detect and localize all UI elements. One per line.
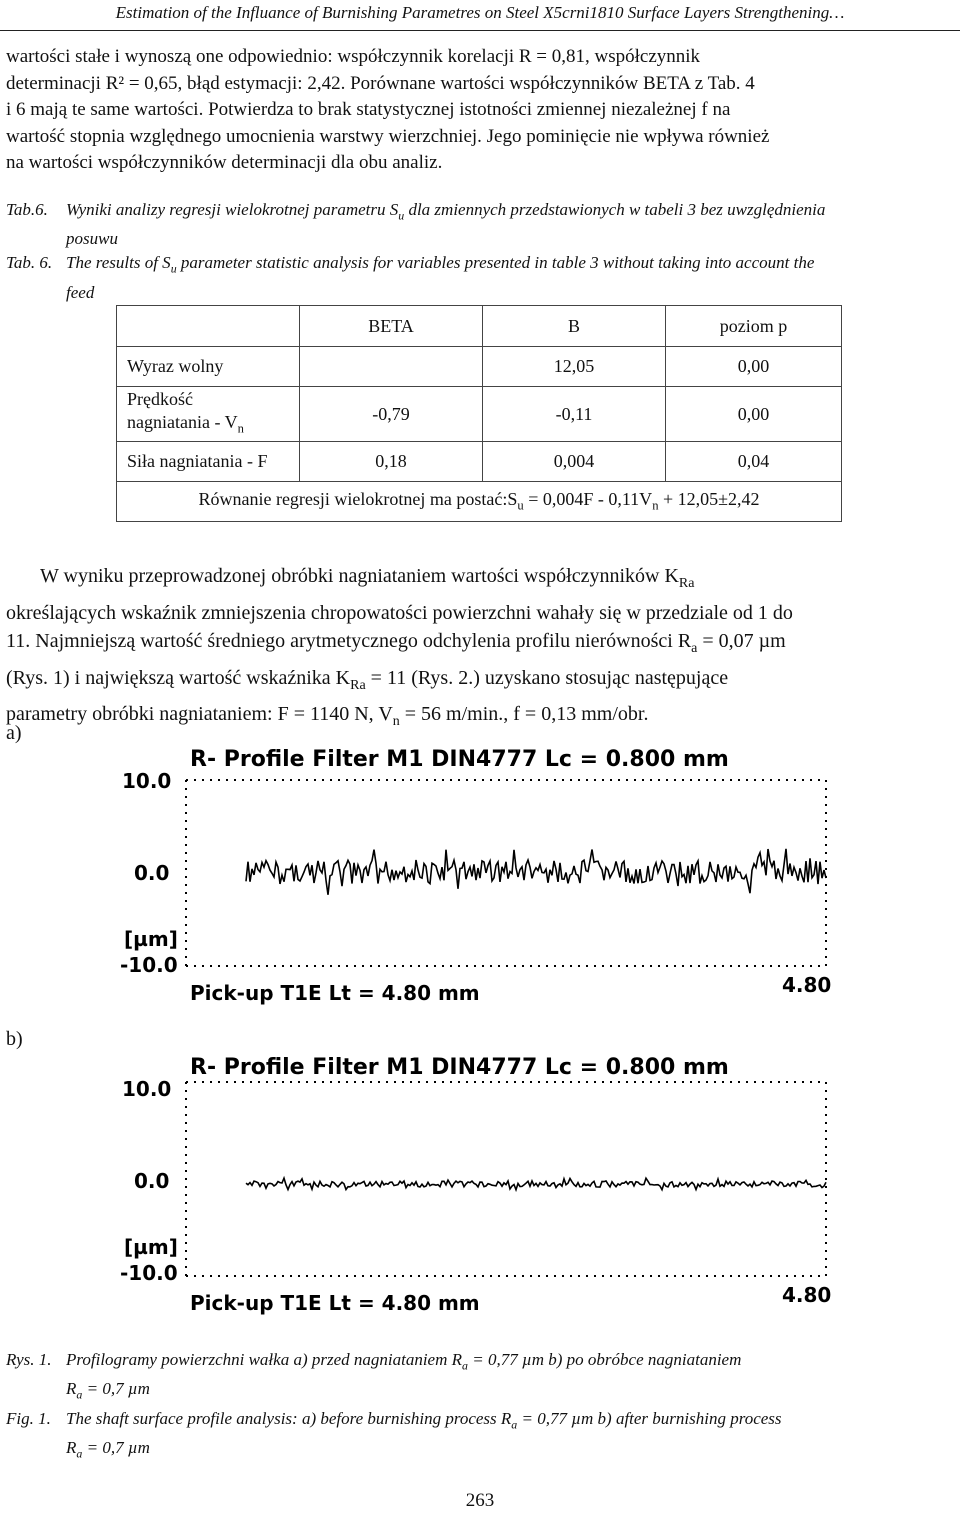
- row-label: Wyraz wolny: [117, 347, 300, 387]
- tab-caption-en-sub: u: [170, 261, 177, 276]
- table-caption: [6, 198, 954, 305]
- row-beta: 0,18: [300, 442, 483, 482]
- fig-caption-pl-label: Rys. 1.: [6, 1350, 52, 1369]
- row-label-line-2: nagniatania - V: [127, 411, 238, 432]
- para2-val-2: = 11 (Rys. 2.) uzyskano stosując następujące: [365, 666, 729, 689]
- tab-caption-en-text-a: The results of S: [66, 253, 171, 273]
- regression-table: [116, 305, 842, 522]
- equation-part-b: = 0,004F - 0,11V: [523, 489, 653, 510]
- profilogram-a-title: R- Profile Filter M1 DIN4777 Lc = 0.800 mm: [190, 747, 729, 772]
- profilogram-a-ytop: 10.0: [122, 769, 172, 793]
- profilogram-a-ybottom: -10.0: [120, 953, 178, 977]
- row-p: 0,00: [666, 347, 842, 387]
- equation-sub-1: u: [517, 498, 524, 513]
- fig-caption-en-val: = 0,77 µm b) after burnishing process: [517, 1408, 782, 1428]
- fig-caption-en-line2-sub: a: [76, 1446, 83, 1461]
- tab-caption-pl-sub: u: [398, 208, 405, 223]
- regression-equation: [117, 482, 842, 522]
- row-label-sub: n: [237, 421, 244, 436]
- para1-line-2: determinacji R² = 0,65, błąd estymacji: 2,42. Porównane wartości współczynników BETA z Tab. 4: [6, 72, 755, 94]
- paragraph-1: [6, 44, 954, 177]
- fig-caption-pl-sub: a: [462, 1358, 468, 1373]
- profilogram-a-footer: Pick-up T1E Lt = 4.80 mm: [190, 981, 480, 1005]
- para2-line-5: parametry obróbki nagniataniem: F = 1140 N, V: [6, 703, 393, 725]
- fig-caption-en-line2: R: [66, 1438, 77, 1458]
- table-header-empty: [117, 306, 300, 347]
- tab-caption-en-text-c: feed: [66, 282, 95, 302]
- profilogram-a-trace: [246, 849, 826, 895]
- profilogram-b: [120, 1048, 840, 1316]
- fig-caption-pl-line2-sub: a: [76, 1387, 83, 1402]
- equation-sub-2: n: [652, 498, 659, 513]
- tab-caption-pl-text-c: posuwu: [66, 229, 118, 249]
- para2-sub-ra-2: Ra: [350, 677, 366, 693]
- equation-part-a: Równanie regresji wielokrotnej ma postać:S: [198, 489, 518, 510]
- para2-line-5b: = 56 m/min., f = 0,13 mm/obr.: [399, 703, 649, 725]
- para2-sub-ra-1: Ra: [678, 576, 695, 591]
- para1-line-4: wartość stopnia względnego umocnienia warstwy wierzchniej. Jego pominięcie nie wpływa również: [6, 125, 770, 147]
- profilogram-b-footer: Pick-up T1E Lt = 4.80 mm: [190, 1291, 480, 1315]
- fig-caption-en-text: The shaft surface profile analysis: a) before burnishing process R: [66, 1408, 512, 1428]
- table-row: [117, 387, 842, 442]
- profilogram-b-unit: [µm]: [124, 1235, 178, 1259]
- row-beta: -0,79: [300, 387, 483, 442]
- figure-a-label: a): [6, 722, 22, 744]
- fig-caption-pl-val: = 0,77 µm b) po obróbce nagniataniem: [467, 1350, 742, 1369]
- tab-caption-pl-label: Tab.6.: [6, 200, 48, 219]
- running-header: [0, 0, 960, 31]
- figure-b-label: b): [6, 1028, 23, 1050]
- para2-val-1: = 0,07 µm: [697, 630, 786, 652]
- profilogram-b-grid: [186, 1082, 826, 1276]
- fig-caption-en-line2-val: = 0,7 µm: [82, 1438, 150, 1458]
- row-beta: [300, 347, 483, 387]
- profilogram-b-ytop: 10.0: [122, 1077, 172, 1101]
- table-header-beta: BETA: [300, 306, 483, 347]
- para2-sub-n: n: [392, 714, 400, 729]
- profilogram-a-xmax: 4.80: [782, 973, 832, 997]
- tab-caption-en-label: Tab. 6.: [6, 253, 53, 273]
- running-title: Estimation of the Influance of Burnishing Parametres on Steel X5crni1810 Surface Layers Strengthening…: [115, 3, 845, 22]
- table-row: [117, 442, 842, 482]
- table-row: [117, 347, 842, 387]
- row-p: 0,04: [666, 442, 842, 482]
- table-header-p: poziom p: [666, 306, 842, 347]
- tab-caption-en-text-b: parameter statistic analysis for variables presented in table 3 without taking into account the: [176, 253, 815, 273]
- profilogram-a-yzero: 0.0: [134, 861, 170, 885]
- equation-part-c: + 12,05±2,42: [658, 489, 760, 510]
- fig-caption-pl-line2-val: = 0,7 µm: [82, 1379, 150, 1399]
- table-header-row: [117, 306, 842, 347]
- fig-caption-en-sub: a: [511, 1417, 518, 1432]
- profilogram-a: [120, 740, 840, 1008]
- para2-line-2: określających wskaźnik zmniejszenia chropowatości powierzchni wahały się w przedziale od 1 do: [6, 601, 793, 624]
- fig-caption-en-label: Fig. 1.: [6, 1408, 51, 1428]
- fig-caption-pl-line2: R: [66, 1379, 77, 1399]
- row-label: [117, 387, 300, 442]
- tab-caption-pl-text-b: dla zmiennych przedstawionych w tabeli 3 bez uwzględnienia: [404, 200, 826, 219]
- para1-line-3: i 6 mają te same wartości. Potwierdza to brak statystycznej istotności zmiennej niezależnej f na: [6, 99, 731, 120]
- para2-line-4: (Rys. 1) i największą wartość wskaźnika K: [6, 666, 351, 689]
- para2-line-1: W wyniku przeprowadzonej obróbki nagniataniem wartości współczynników K: [40, 565, 679, 587]
- profilogram-b-title: R- Profile Filter M1 DIN4777 Lc = 0.800 mm: [190, 1055, 729, 1080]
- table-header-b: B: [483, 306, 666, 347]
- fig-caption-pl-text: Profilogramy powierzchni wałka a) przed nagniataniem R: [66, 1350, 463, 1369]
- row-b: -0,11: [483, 387, 666, 442]
- paragraph-2: [6, 562, 954, 737]
- tab-caption-pl-text-a: Wyniki analizy regresji wielokrotnej parametru S: [66, 200, 399, 219]
- profilogram-b-trace: [246, 1178, 826, 1190]
- row-b: 0,004: [483, 442, 666, 482]
- para1-line-5: na wartości współczynników determinacji dla obu analiz.: [6, 152, 443, 173]
- row-p: 0,00: [666, 387, 842, 442]
- para2-sub-a: a: [691, 641, 698, 656]
- para1-line-1: wartości stałe i wynoszą one odpowiednio: współczynnik korelacji R = 0,81, współczynnik: [6, 46, 701, 67]
- figure-caption: [6, 1348, 954, 1466]
- profilogram-b-ybottom: -10.0: [120, 1261, 178, 1285]
- row-label-line-1: Prędkość: [127, 388, 193, 409]
- table-equation-row: [117, 482, 842, 522]
- row-b: 12,05: [483, 347, 666, 387]
- profilogram-b-yzero: 0.0: [134, 1169, 170, 1193]
- row-label: Siła nagniatania - F: [117, 442, 300, 482]
- para2-line-3: 11. Najmniejszą wartość średniego arytmetycznego odchylenia profilu nierówności R: [6, 630, 692, 652]
- profilogram-a-unit: [µm]: [124, 927, 178, 951]
- page-number: 263: [465, 1490, 495, 1511]
- profilogram-b-xmax: 4.80: [782, 1283, 832, 1307]
